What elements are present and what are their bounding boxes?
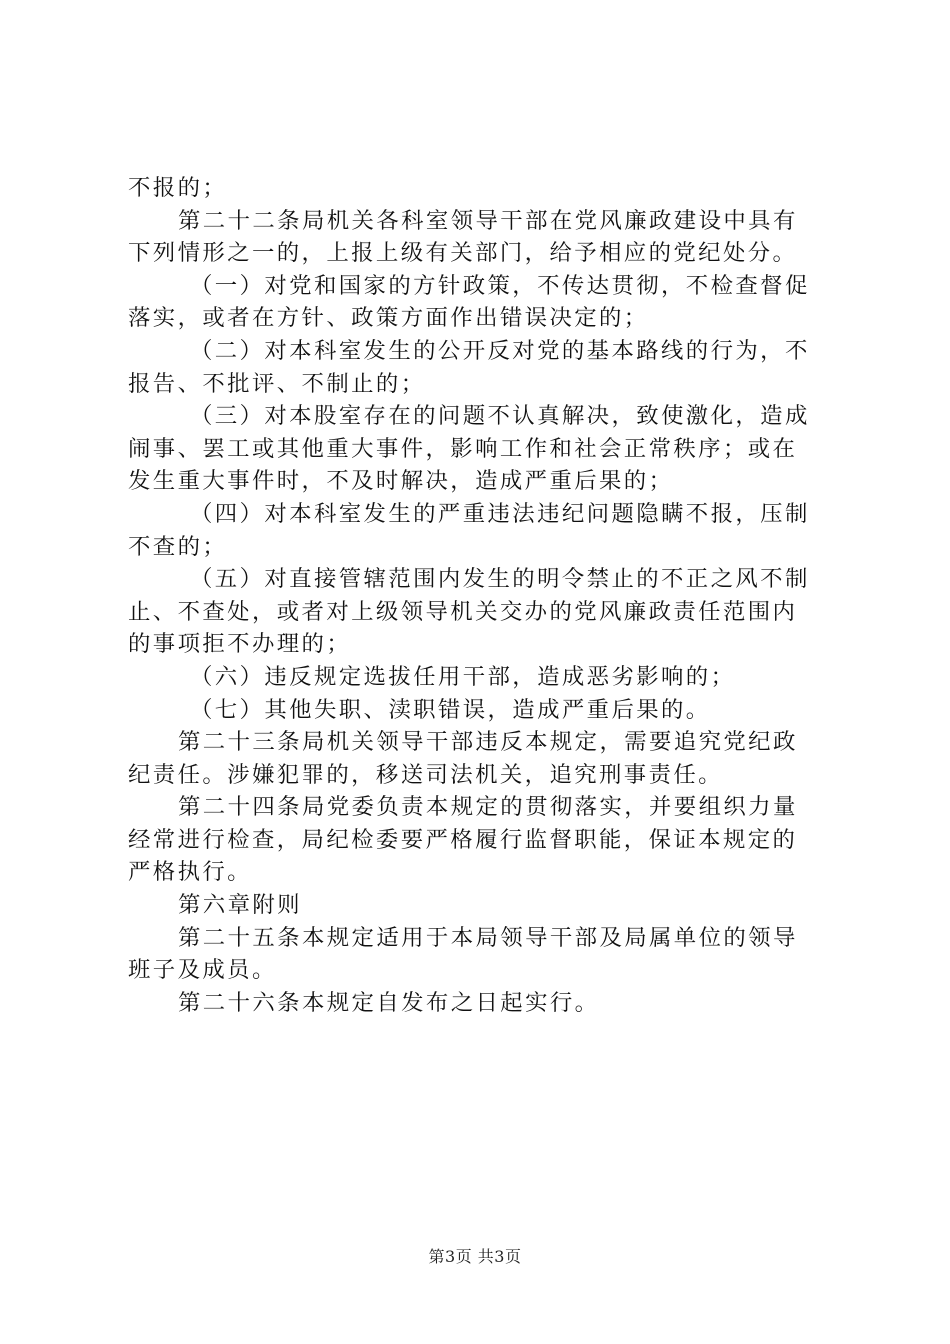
text-line: 经常进行检查，局纪检委要严格履行监督职能，保证本规定的 [128, 826, 798, 853]
text-line: 班子及成员。 [128, 957, 277, 984]
text-line: 严格执行。 [128, 859, 252, 886]
text-line: 的事项拒不办理的； [128, 631, 352, 658]
text-line: 报告、不批评、不制止的； [128, 370, 426, 397]
text-line: 落实，或者在方针、政策方面作出错误决定的； [128, 305, 649, 332]
text-line: （四）对本科室发生的严重违法违纪问题隐瞒不报，压制 [190, 500, 810, 527]
text-line: 第二十二条局机关各科室领导干部在党风廉政建设中具有 [178, 207, 798, 234]
text-line: 不报的； [128, 175, 228, 201]
text-line: 第六章附则 [178, 892, 302, 919]
text-line: （一）对党和国家的方针政策，不传达贯彻，不检查督促 [190, 272, 810, 299]
page-footer: 第3页 共3页 [428, 1247, 522, 1266]
text-line: （五）对直接管辖范围内发生的明令禁止的不正之风不制 [190, 566, 810, 593]
text-line: 不查的； [128, 533, 228, 560]
text-line: 发生重大事件时，不及时解决，造成严重后果的； [128, 468, 674, 495]
document-body [128, 172, 832, 1019]
text-line: （二）对本科室发生的公开反对党的基本路线的行为，不 [190, 337, 810, 364]
text-line: （六）违反规定选拔任用干部，造成恶劣影响的； [190, 663, 736, 690]
text-line: 第二十六条本规定自发布之日起实行。 [178, 989, 600, 1016]
text-line: 第二十三条局机关领导干部违反本规定，需要追究党纪政 [178, 729, 798, 756]
text-line: 第二十五条本规定适用于本局领导干部及局属单位的领导 [178, 924, 798, 951]
text-line: 第二十四条局党委负责本规定的贯彻落实，并要组织力量 [178, 794, 798, 821]
text-line: （三）对本股室存在的问题不认真解决，致使激化，造成 [190, 403, 810, 430]
text-line: 纪责任。涉嫌犯罪的，移送司法机关，追究刑事责任。 [128, 761, 723, 788]
text-line: 止、不查处，或者对上级领导机关交办的党风廉政责任范围内 [128, 598, 798, 625]
text-line: （七）其他失职、渎职错误，造成严重后果的。 [190, 696, 711, 723]
text-line: 闹事、罢工或其他重大事件，影响工作和社会正常秩序；或在 [128, 435, 798, 462]
text-line: 下列情形之一的，上报上级有关部门，给予相应的党纪处分。 [128, 240, 798, 267]
